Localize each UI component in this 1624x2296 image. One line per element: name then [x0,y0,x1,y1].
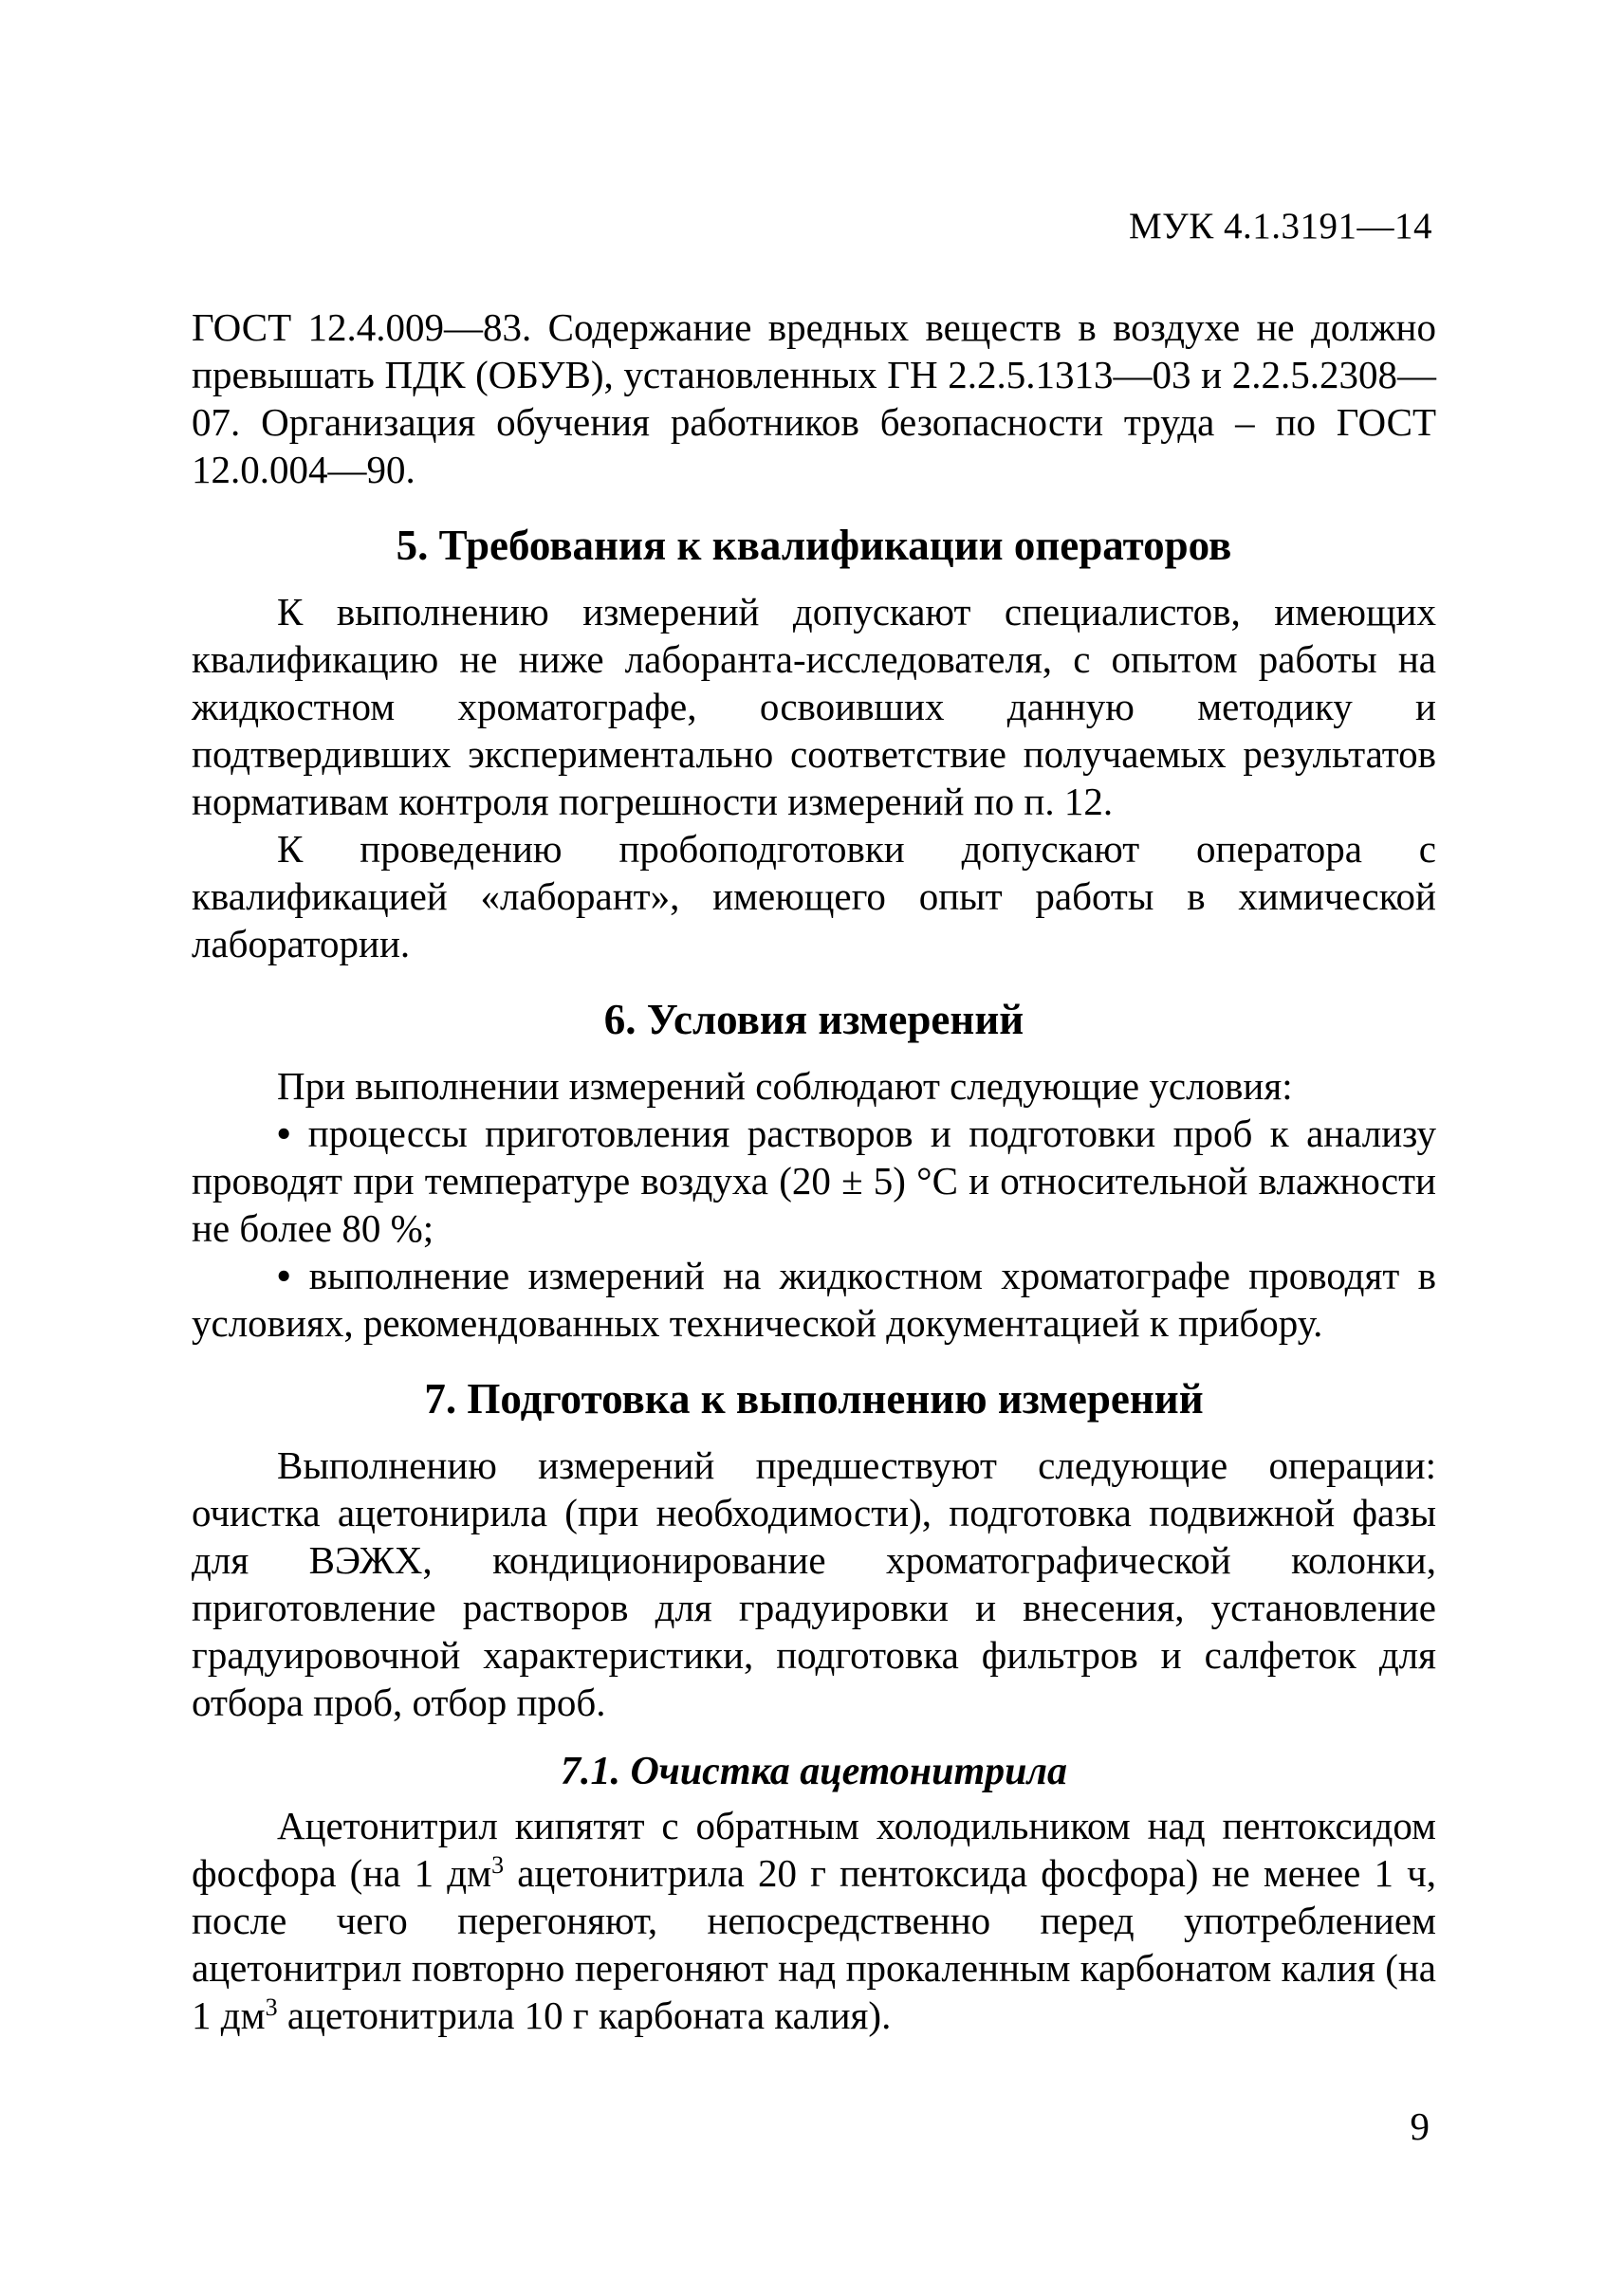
subsection-7-1-heading: 7.1. Очистка ацетонитрила [560,1750,1068,1793]
section-7-paragraph-1: Выполнению измерений предшествуют следующие операции: очистка ацетонирила (при необходимости), подготовка подвижной фазы для ВЭЖХ, кондиционирование хроматографической колонки, приготовление растворов для градуировки и внесения, установление градуировочной характеристики, подготовка фильтров и салфеток для отбора проб, отбор проб. [192,1443,1436,1724]
document-code-header: МУК 4.1.3191—14 [1128,206,1432,247]
section-6-heading: 6. Условия измерений [603,996,1024,1043]
section-7-heading: 7. Подготовка к выполнению измерений [424,1375,1204,1423]
bullet-icon: • [277,1111,291,1155]
section-6-intro: При выполнении измерений соблюдают следующие условия: [277,1064,1293,1108]
bullet-text-1: процессы приготовления растворов и подготовки проб к анализу проводят при температуре воздуха (20 ± 5) °С и относительной влажности не более 80 %; [192,1111,1436,1250]
section-5-paragraph-1: К выполнению измерений допускают специалистов, имеющих квалификацию не ниже лаборанта-исследователя, с опытом работы на жидкостном хроматографе, освоивших данную методику и подтвердивших экспериментально соответствие получаемых результатов нормативам контроля погрешности измерений по п. 12. [192,590,1436,823]
subsection-text-part-3: ацетонитрила 10 г карбоната калия). [277,1993,892,2037]
subsection-text-part-2: ацетонитрила 20 г пентоксида фосфора) не менее 1 ч, после чего перегоняют, непосредственно перед употреблением ацетонитрил повторно перегоняют над прокаленным карбонатом калия (на 1 дм [192,1851,1436,2037]
superscript-3: 3 [491,1851,505,1879]
page-number: 9 [1410,2104,1430,2148]
superscript-3: 3 [265,1993,278,2021]
section-5-paragraph-2: К проведению пробоподготовки допускают оператора с квалификацией «лаборант», имеющего опыт работы в химической лаборатории. [192,827,1436,965]
list-item [192,1110,1436,1252]
page-content [192,303,1436,2039]
list-item [192,1252,1436,1347]
bullet-text-2: выполнение измерений на жидкостном хроматографе проводят в условиях, рекомендованных технической документацией к прибору. [192,1254,1436,1345]
subsection-text-part-1: Ацетонитрил кипятят с обратным холодильником над пентоксидом фосфора (на 1 дм [192,1804,1436,1895]
intro-paragraph: ГОСТ 12.4.009—83. Содержание вредных веществ в воздухе не должно превышать ПДК (ОБУВ), установленных ГН 2.2.5.1313—03 и 2.2.5.2308—07. Организация обучения работников безопасности труда – по ГОСТ 12.0.004—90. [192,305,1436,491]
bullet-icon: • [277,1254,291,1297]
section-5-heading: 5. Требования к квалификации операторов [396,522,1232,569]
subsection-7-1-paragraph [192,1802,1436,2039]
